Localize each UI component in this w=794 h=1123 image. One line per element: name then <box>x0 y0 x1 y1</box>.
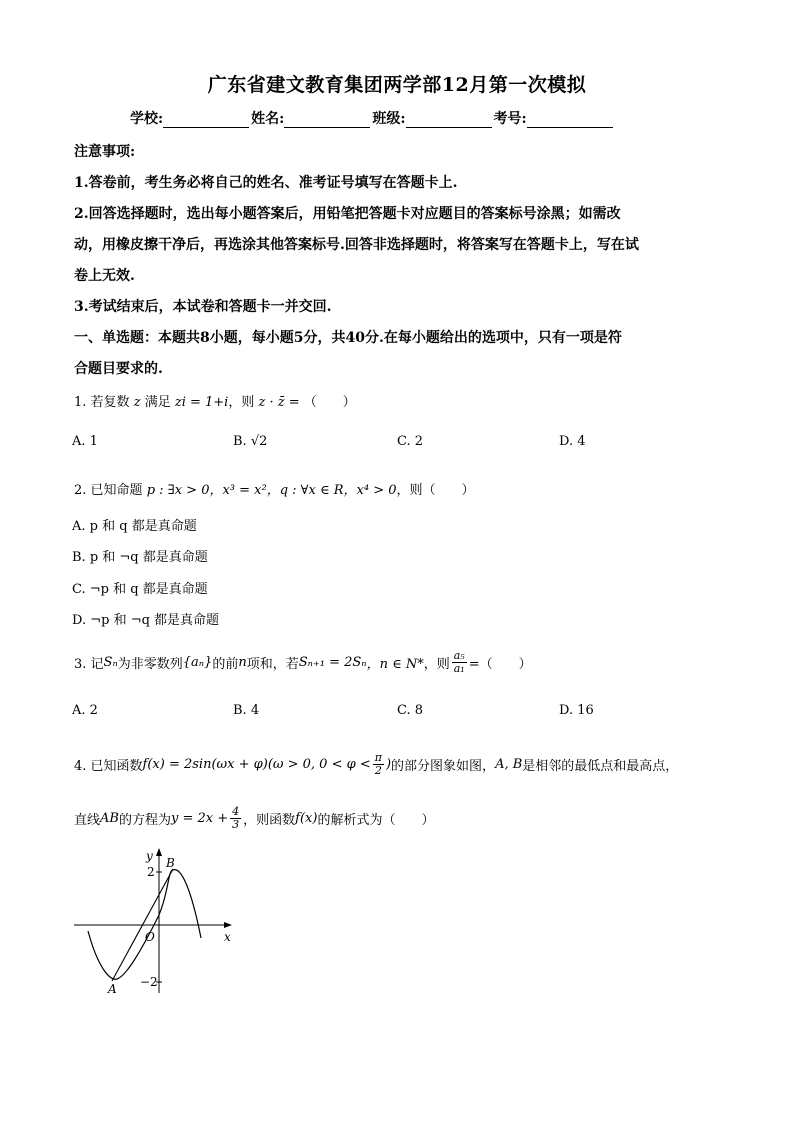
q2-proposition-p-eq: ，x³ = x² <box>209 483 267 498</box>
q2-option-c[interactable]: C. ¬p 和 q 都是真命题 <box>72 582 208 597</box>
q4-line2-d: 的解析式为（ ） <box>317 813 435 828</box>
q4-mid: 的部分图象如图， <box>391 759 496 774</box>
q4-ab-points: A, B <box>495 757 523 772</box>
note-3: 3.考试结束后，本试卷和答题卡一并交回. <box>74 299 332 315</box>
notes-heading: 注意事项: <box>74 144 136 160</box>
q3-option-d[interactable]: D. 16 <box>559 703 594 718</box>
name-label: 姓名: <box>251 111 285 127</box>
note-1: 1.答卷前，考生务必将自己的姓名、准考证号填写在答题卡上. <box>74 175 458 191</box>
graph-y-label: y <box>146 849 153 863</box>
q3-then: ，则 <box>423 657 450 672</box>
q4-prefix: 4. 已知函数 <box>74 759 143 774</box>
q4-line-ab: AB <box>100 811 119 826</box>
graph-sine-curve <box>88 870 201 980</box>
student-info-row <box>130 108 615 128</box>
graph-x-arrow <box>224 922 232 928</box>
graph-tick-label-neg2: −2 <box>140 975 158 989</box>
q1-mid: 满足 <box>144 395 171 410</box>
q3-end: =（ ） <box>468 657 532 672</box>
graph-point-a-label: A <box>108 982 117 996</box>
q4-line-equation: y = 2x + <box>170 811 229 826</box>
q2-option-b[interactable]: B. p 和 ¬q 都是真命题 <box>72 550 208 565</box>
q4-pi-den: 2 <box>374 764 382 777</box>
q4-frac-num: 4 <box>232 805 240 818</box>
q3-fraction <box>452 650 467 675</box>
q3-mid1: 为非零数列 <box>117 657 183 672</box>
q3-prefix: 3. 记 <box>74 657 104 672</box>
graph-origin-label: O <box>145 930 155 944</box>
q4-mid2: 是相邻的最低点和最高点， <box>522 759 679 774</box>
note-2-line3: 卷上无效. <box>74 268 135 284</box>
q3-sn: Sₙ <box>103 655 118 670</box>
q2-proposition-p: p : ∃x > 0 <box>146 483 210 498</box>
class-blank[interactable] <box>406 113 492 128</box>
graph-y-arrow <box>156 848 162 856</box>
question-1 <box>74 391 356 410</box>
q2-prefix: 2. 已知命题 <box>74 483 143 498</box>
graph-point-b-label: B <box>166 856 175 870</box>
section1-line2: 合题目要求的. <box>74 361 163 377</box>
q3-option-c[interactable]: C. 8 <box>397 703 424 718</box>
q2-option-a[interactable]: A. p 和 q 都是真命题 <box>72 519 197 534</box>
q2-proposition-q: ，q : ∀x ∈ R <box>266 483 344 498</box>
q4-condition: (ω > 0, 0 < φ < <box>267 757 371 772</box>
q1-option-c[interactable]: C. 2 <box>397 434 424 449</box>
q1-then: ，则 <box>228 395 255 410</box>
note-2-line1: 2.回答选择题时，选出每小题答案后，用铅笔把答题卡对应题目的答案标号涂黑；如需改 <box>74 206 621 222</box>
q4-fx: f(x) <box>295 811 318 826</box>
q3-mid2: 的前 <box>212 657 239 672</box>
q4-frac-den: 3 <box>232 818 240 831</box>
q3-condition: Sₙ₊₁ = 2Sₙ <box>298 655 367 670</box>
q3-domain: ，n ∈ N* <box>366 657 424 672</box>
q4-function-graph <box>70 843 245 998</box>
section1-line1: 一、单选题：本题共8小题，每小题5分，共40分.在每小题给出的选项中，只有一项是符 <box>74 330 622 346</box>
question-2 <box>74 479 475 498</box>
q4-line2-b: 的方程为 <box>118 813 171 828</box>
q2-then: ，则（ ） <box>396 483 475 498</box>
q1-var: z <box>133 395 141 410</box>
q4-line2-c: ，则函数 <box>243 813 296 828</box>
school-blank[interactable] <box>163 113 249 128</box>
q4-line-fraction <box>230 806 241 831</box>
q2-option-d[interactable]: D. ¬p 和 ¬q 都是真命题 <box>72 613 220 628</box>
q3-an: {aₙ} <box>182 655 213 670</box>
q1-option-a[interactable]: A. 1 <box>72 434 98 449</box>
q3-frac-den: a₁ <box>453 662 465 675</box>
question-3 <box>74 650 532 675</box>
q1-option-b[interactable]: B. √2 <box>233 434 268 449</box>
id-label: 考号: <box>493 111 527 127</box>
exam-title: 广东省建文教育集团两学部12月第一次模拟 <box>207 74 587 96</box>
q3-option-b[interactable]: B. 4 <box>233 703 260 718</box>
school-label: 学校: <box>130 111 164 127</box>
q3-option-a[interactable]: A. 2 <box>72 703 98 718</box>
q4-condition-close: ) <box>385 757 392 772</box>
q4-function: f(x) = 2sin(ωx + φ) <box>142 757 268 772</box>
note-2-line2: 动，用橡皮擦干净后，再选涂其他答案标号.回答非选择题时，将答案写在答题卡上，写在试 <box>74 237 639 253</box>
q3-n: n <box>238 655 247 670</box>
q1-prefix: 1. 若复数 <box>74 395 130 410</box>
q4-pi-num: π <box>374 751 382 764</box>
id-blank[interactable] <box>527 113 613 128</box>
class-label: 班级: <box>372 111 406 127</box>
q1-condition: zi = 1+i <box>174 395 229 410</box>
graph-tick-label-2: 2 <box>147 865 155 879</box>
question-4-line1 <box>74 752 678 777</box>
q1-answer-blank: （ ） <box>303 395 356 410</box>
q1-option-d[interactable]: D. 4 <box>559 434 586 449</box>
q4-line2-a: 直线 <box>74 813 101 828</box>
name-blank[interactable] <box>284 113 370 128</box>
q1-expression: z · z̄ = <box>258 395 300 410</box>
question-4-line2 <box>74 806 434 831</box>
q4-pi-fraction <box>373 752 384 777</box>
graph-x-label: x <box>224 930 231 944</box>
q3-frac-num: a₅ <box>453 649 465 662</box>
q3-mid3: 项和，若 <box>246 657 299 672</box>
q2-proposition-q-eq: ，x⁴ > 0 <box>343 483 397 498</box>
